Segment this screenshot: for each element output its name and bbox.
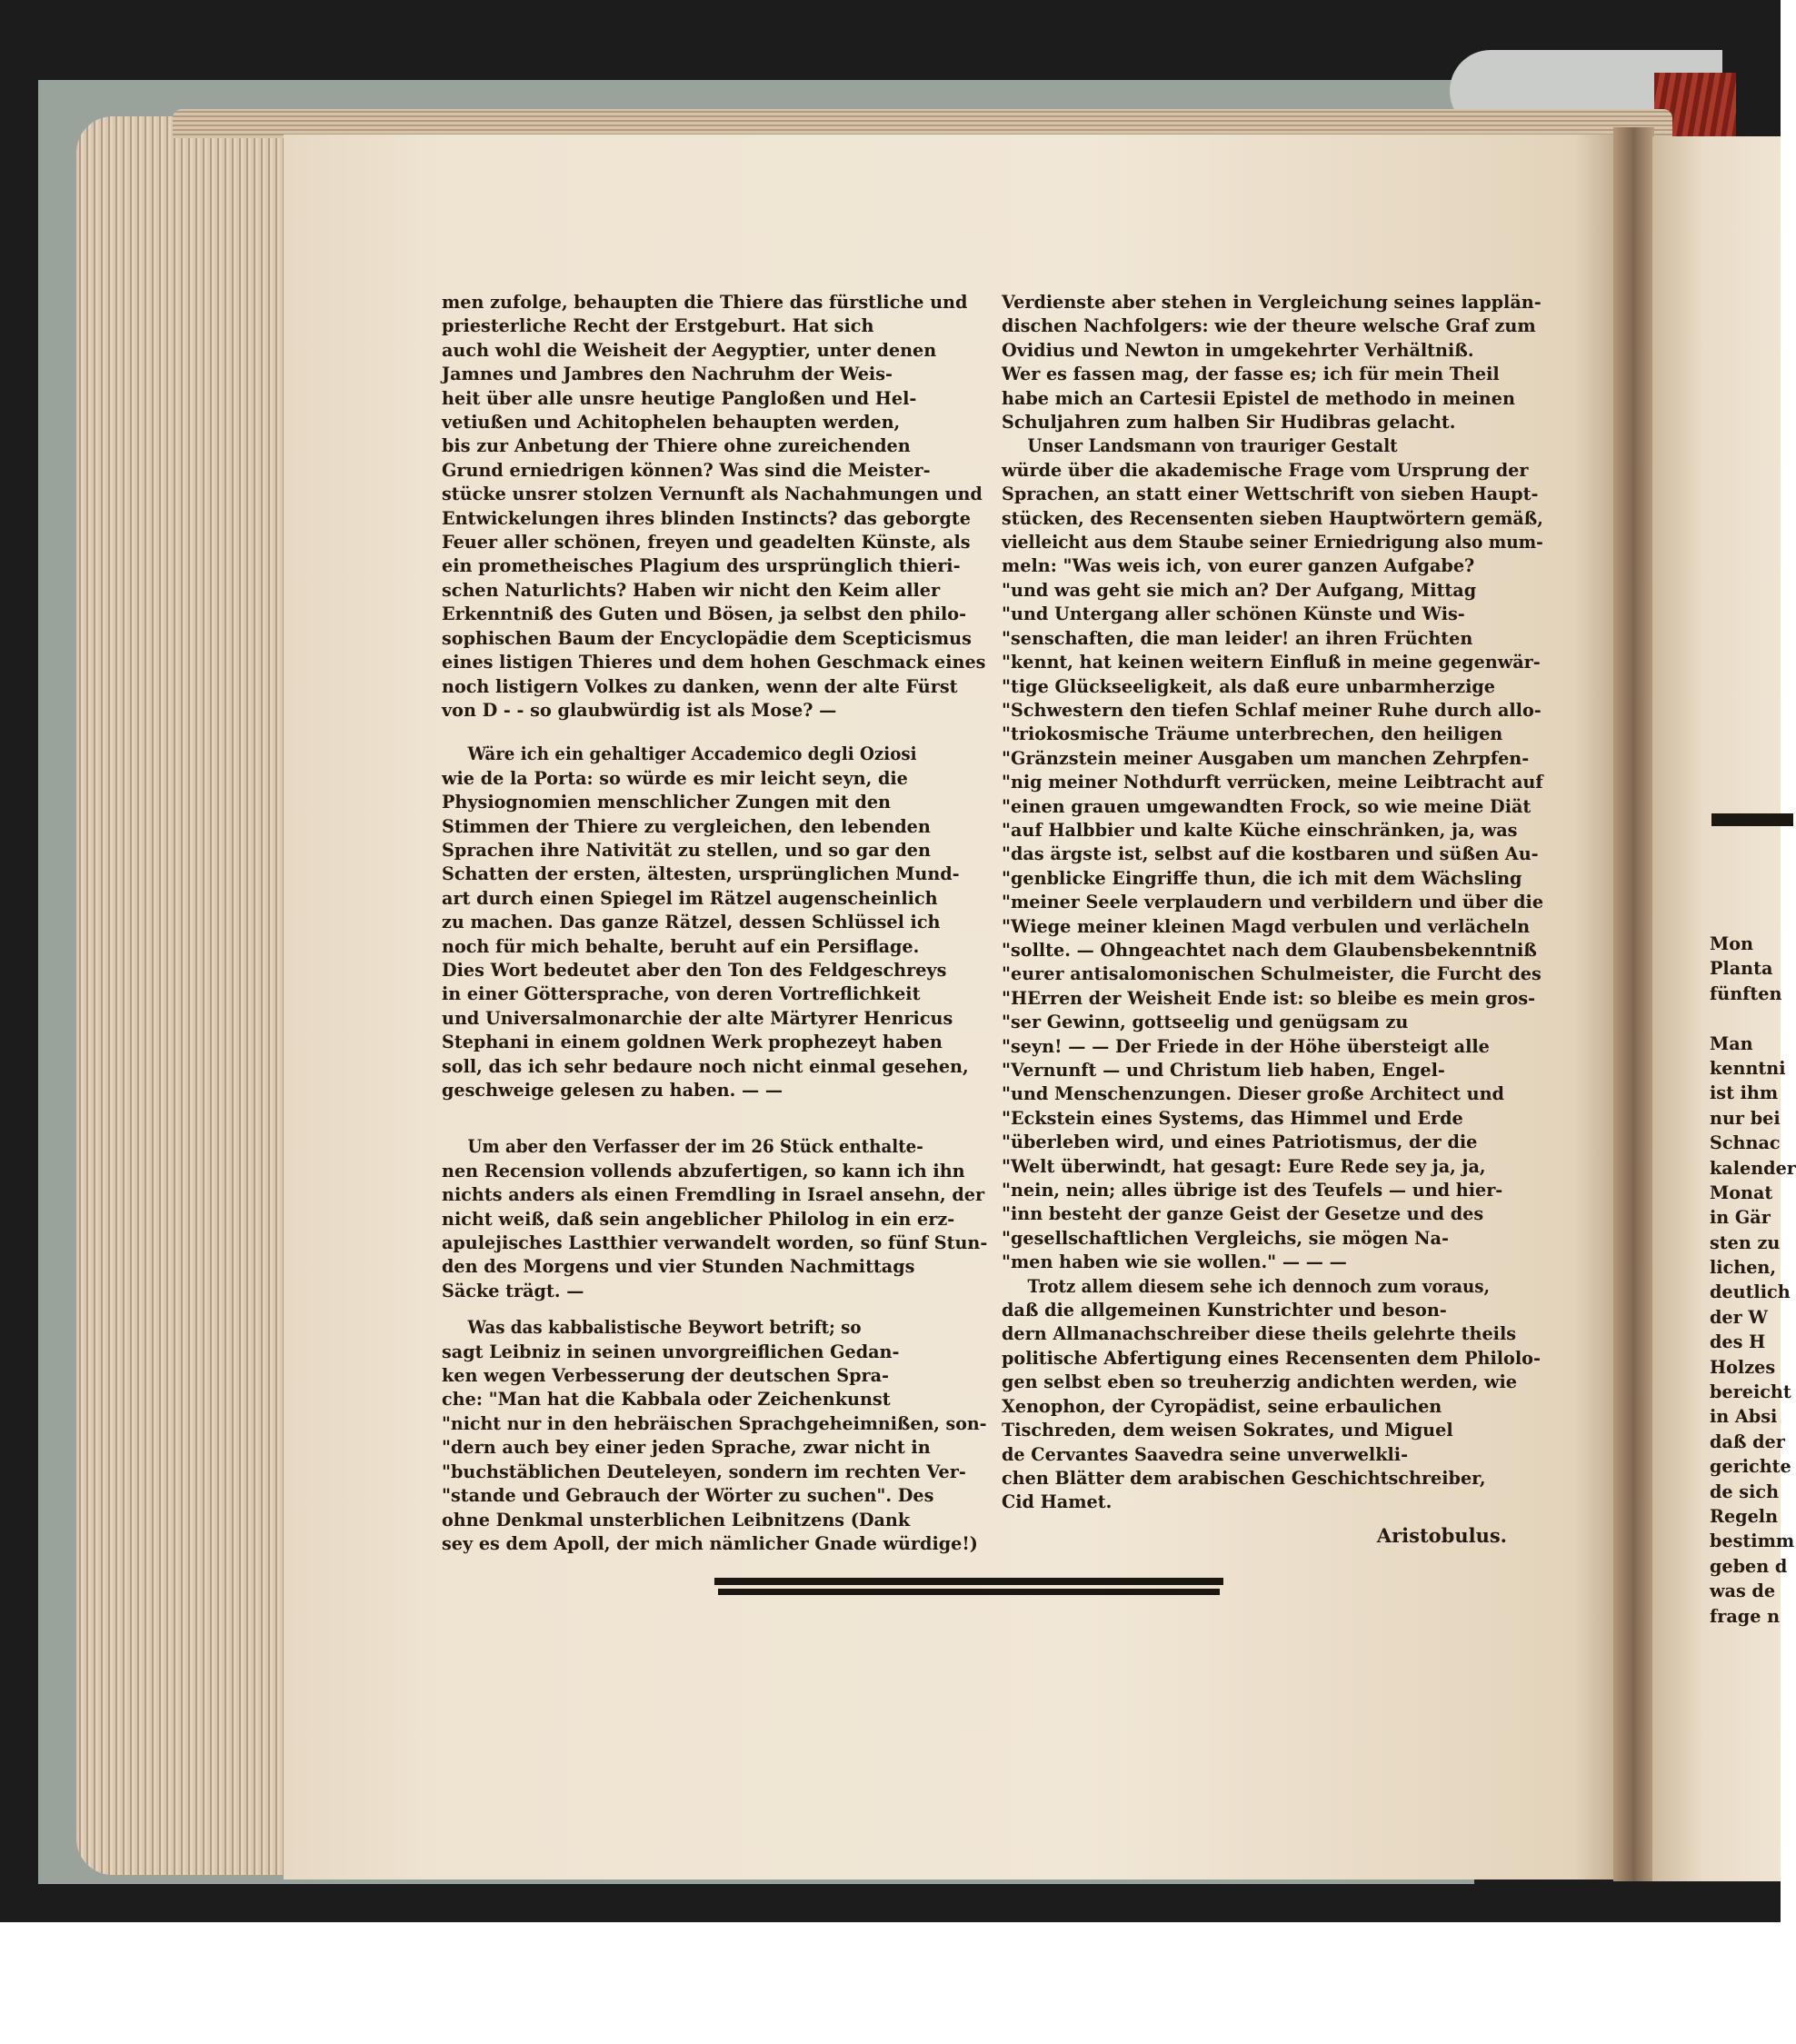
text-line: "men haben wie sie wollen." — — — xyxy=(1002,1251,1347,1273)
text-line: Grund erniedrigen können? Was sind die Meister- xyxy=(442,459,931,481)
text-line: "Wiege meiner kleinen Magd verbulen und verlächeln xyxy=(1002,915,1531,937)
text-line: "das ärgste ist, selbst auf die kostbaren und süßen Au- xyxy=(1002,843,1539,865)
text-line: chen Blätter dem arabischen Geschichtschreiber, xyxy=(1002,1467,1486,1489)
text-line: daß der xyxy=(1710,1431,1785,1452)
paragraph-gap xyxy=(442,1303,987,1316)
text-line: was de xyxy=(1710,1580,1776,1602)
text-line: politische Abfertigung eines Recensenten dem Philolo- xyxy=(1002,1347,1541,1369)
text-line: in einer Göttersprache, von deren Vortreflichkeit xyxy=(442,983,921,1005)
text-line: "triokosmische Träume unterbrechen, den heiligen xyxy=(1002,723,1503,745)
text-line: den des Morgens und vier Stunden Nachmittags xyxy=(442,1256,915,1278)
text-line: "einen grauen umgewandten Frock, so wie meine Diät xyxy=(1002,795,1532,817)
text-line: "und was geht sie mich an? Der Aufgang, Mittag xyxy=(1002,579,1477,601)
text-line: de Cervantes Saavedra seine unverwelkli- xyxy=(1002,1443,1409,1465)
text-line: Verdienste aber stehen in Vergleichung seines lapplän- xyxy=(1002,292,1542,313)
right-page-rule xyxy=(1711,813,1793,826)
text-line: ist ihm xyxy=(1710,1082,1779,1104)
text-line: "und Untergang aller schönen Künste und Wis- xyxy=(1002,603,1465,625)
text-line: daß die allgemeinen Kunstrichter und beson- xyxy=(1002,1300,1447,1321)
text-line: apulejisches Lastthier verwandelt worden, so fünf Stun- xyxy=(442,1232,988,1254)
text-line: Dies Wort bedeutet aber den Ton des Feldgeschreys xyxy=(442,959,947,981)
text-line: de sich xyxy=(1710,1481,1780,1502)
text-line: meln: "Was weis ich, von eurer ganzen Aufgabe? xyxy=(1002,555,1475,577)
paragraph-3 xyxy=(442,1135,987,1303)
text-line: sten zu xyxy=(1710,1231,1781,1253)
text-line: Man xyxy=(1710,1032,1753,1054)
text-line: "genblicke Eingriffe thun, die ich mit dem Wächsling xyxy=(1002,867,1522,889)
text-line: "kennt, hat keinen weitern Einfluß in meine gegenwär- xyxy=(1002,652,1541,673)
right-page xyxy=(1652,136,1796,1881)
text-line: "inn besteht der ganze Geist der Gesetze und des xyxy=(1002,1203,1484,1225)
text-line: schen Naturlichts? Haben wir nicht den Keim aller xyxy=(442,579,941,601)
text-line: "senschaften, die man leider! an ihren Früchten xyxy=(1002,627,1473,649)
text-line: kalender xyxy=(1710,1157,1796,1179)
text-line: dischen Nachfolgers: wie der theure welsche Graf zum xyxy=(1002,315,1536,337)
text-line: und Universalmonarchie der alte Märtyrer Henricus xyxy=(442,1007,953,1029)
text-line: Wer es fassen mag, der fasse es; ich für mein Theil xyxy=(1002,364,1500,385)
text-line: Um aber den Verfasser der im 26 Stück enthalte- xyxy=(467,1136,923,1158)
text-line: lichen, xyxy=(1710,1257,1777,1279)
text-line: Säcke trägt. — xyxy=(442,1280,584,1301)
text-line: fünften xyxy=(1710,982,1782,1004)
text-line: noch für mich behalte, beruht auf ein Persiflage. xyxy=(442,935,920,957)
text-line: dern Allmanachschreiber diese theils gelehrte theils xyxy=(1002,1323,1517,1345)
text-line: Monat xyxy=(1710,1182,1773,1203)
text-line: ohne Denkmal unsterblichen Leibnitzens (Dank xyxy=(442,1509,911,1531)
text-line: "und Menschenzungen. Dieser große Architect und xyxy=(1002,1083,1504,1105)
paragraph-2 xyxy=(1002,434,1543,1274)
text-line: stücke unsrer stolzen Vernunft als Nachahmungen und xyxy=(442,484,983,505)
text-line: men zufolge, behaupten die Thiere das fürstliche und xyxy=(442,292,968,313)
left-text-column xyxy=(442,291,987,1556)
text-line: nichts anders als einen Fremdling in Israel ansehn, der xyxy=(442,1184,985,1206)
rule-line-top xyxy=(714,1578,1223,1585)
text-line: "Eckstein eines Systems, das Himmel und Erde xyxy=(1002,1107,1463,1129)
text-line: Jamnes und Jambres den Nachruhm der Weis- xyxy=(442,364,893,385)
text-line: "stande und Gebrauch der Wörter zu suchen". Des xyxy=(442,1485,934,1507)
text-line: bestimm xyxy=(1710,1531,1795,1552)
text-line: der W xyxy=(1710,1306,1768,1328)
text-line: Schuljahren zum halben Sir Hudibras gelacht. xyxy=(1002,412,1456,434)
text-line: in Gär xyxy=(1710,1207,1771,1229)
text-line: stücken, des Recensenten sieben Hauptwörtern gemäß, xyxy=(1002,507,1543,529)
text-line: "sollte. — Ohngeachtet nach dem Glaubensbekenntniß xyxy=(1002,939,1537,961)
text-line: geschweige gelesen zu haben. — — xyxy=(442,1080,783,1101)
paragraph-3 xyxy=(1002,1275,1543,1515)
text-line: nicht weiß, daß sein angeblicher Philolog in ein erz- xyxy=(442,1208,955,1230)
text-line: che: "Man hat die Kabbala oder Zeichenkunst xyxy=(442,1389,891,1411)
text-line: wie de la Porta: so würde es mir leicht seyn, die xyxy=(442,767,908,789)
text-line: "Schwestern den tiefen Schlaf meiner Ruhe durch allo- xyxy=(1002,699,1542,721)
text-line: vielleicht aus dem Staube seiner Erniedrigung also mum- xyxy=(1002,532,1543,553)
text-line: Cid Hamet. xyxy=(1002,1491,1113,1513)
text-line: "tige Glückseeligkeit, als daß eure unbarmherzige xyxy=(1002,675,1495,697)
text-line: Physiognomien menschlicher Zungen mit den xyxy=(442,792,891,813)
text-line: kenntni xyxy=(1710,1057,1786,1079)
text-line: Regeln xyxy=(1710,1505,1779,1527)
text-line: bis zur Anbetung der Thiere ohne zureichenden xyxy=(442,435,911,457)
text-line: geben d xyxy=(1710,1555,1788,1577)
text-line: Planta xyxy=(1710,958,1773,980)
text-line: "seyn! — — Der Friede in der Höhe übersteigt alle xyxy=(1002,1035,1490,1057)
text-line: Ovidius und Newton in umgekehrter Verhältniß. xyxy=(1002,339,1474,361)
text-line: Xenophon, der Cyropädist, seine erbaulichen xyxy=(1002,1395,1442,1417)
scan-margin-bottom xyxy=(0,1922,1781,2044)
text-line: in Absi xyxy=(1710,1406,1778,1428)
text-line: deutlich xyxy=(1710,1281,1791,1303)
text-line: zu machen. Das ganze Rätzel, dessen Schlüssel ich xyxy=(442,912,941,933)
text-line: frage n xyxy=(1710,1605,1781,1627)
paragraph-gap xyxy=(442,723,987,743)
text-line: nur bei xyxy=(1710,1107,1781,1129)
text-line: sey es dem Apoll, der mich nämlicher Gnade würdige!) xyxy=(442,1532,978,1554)
text-line: "nig meiner Nothdurft verrücken, meine Leibtracht auf xyxy=(1002,772,1543,793)
text-line: würde über die akademische Frage vom Ursprung der xyxy=(1002,459,1529,481)
text-line: "eurer antisalomonischen Schulmeister, die Furcht des xyxy=(1002,963,1542,985)
text-line: Erkenntniß des Guten und Bösen, ja selbst den philo- xyxy=(442,603,967,625)
text-line: "Vernunft — und Christum lieb haben, Engel- xyxy=(1002,1060,1445,1081)
text-line: gen selbst eben so treuherzig andichten werden, wie xyxy=(1002,1371,1517,1393)
paragraph-1 xyxy=(442,291,987,723)
text-line: Holzes xyxy=(1710,1356,1776,1378)
section-divider-rule xyxy=(714,1578,1223,1598)
text-line: "überleben wird, und eines Patriotismus, der die xyxy=(1002,1132,1478,1153)
page-edges-left xyxy=(76,116,285,1875)
text-line: Sprachen ihre Nativität zu stellen, und so gar den xyxy=(442,839,931,861)
text-line: sophischen Baum der Encyclopädie dem Scepticismus xyxy=(442,627,972,649)
paragraph-4 xyxy=(442,1316,987,1556)
rule-line-bottom xyxy=(718,1589,1220,1595)
text-line: ein prometheisches Plagium des ursprünglich thieri- xyxy=(442,555,961,577)
text-line xyxy=(1710,1006,1796,1031)
paragraph-1 xyxy=(1002,291,1543,434)
text-line: von D - - so glaubwürdig ist als Mose? — xyxy=(442,699,837,721)
text-line: Sprachen, an statt einer Wettschrift von sieben Haupt- xyxy=(1002,484,1539,505)
text-line: eines listigen Thieres und dem hohen Geschmack eines xyxy=(442,652,986,673)
text-line: Tischreden, dem weisen Sokrates, und Miguel xyxy=(1002,1420,1453,1441)
text-line: Trotz allem diesem sehe ich dennoch zum voraus, xyxy=(1027,1275,1490,1297)
text-line: heit über alle unsre heutige Pangloßen und Hel- xyxy=(442,387,917,409)
text-line: Unser Landsmann von trauriger Gestalt xyxy=(1027,435,1398,457)
text-line: Mon xyxy=(1710,933,1753,954)
text-line: "meiner Seele verplaudern und verbildern und über die xyxy=(1002,892,1544,913)
text-line: Was das kabbalistische Beywort betrift; so xyxy=(467,1317,862,1339)
text-line: "ser Gewinn, gottseelig und genügsam zu xyxy=(1002,1012,1409,1033)
text-line: Stephani in einem goldnen Werk prophezeyt haben xyxy=(442,1032,943,1053)
text-line: art durch einen Spiegel im Rätzel augenscheinlich xyxy=(442,887,938,909)
text-line: "auf Halbbier und kalte Küche einschränken, ja, was xyxy=(1002,819,1518,841)
text-line: soll, das ich sehr bedaure noch nicht einmal gesehen, xyxy=(442,1055,969,1077)
text-line: Entwickelungen ihres blinden Instincts? das geborgte xyxy=(442,507,971,529)
paragraph-2 xyxy=(442,743,987,1102)
author-signature: Aristobulus. xyxy=(1376,1523,1507,1547)
text-line: "buchstäblichen Deuteleyen, sondern im rechten Ver- xyxy=(442,1461,966,1482)
text-line: des H xyxy=(1710,1331,1766,1353)
text-line: vetiußen und Achitophelen behaupten werden, xyxy=(442,412,901,434)
text-line: Wäre ich ein gehaltiger Accademico degli Oziosi xyxy=(467,743,917,765)
right-text-column xyxy=(1002,291,1543,1548)
text-line: Schatten der ersten, ältesten, ursprünglichen Mund- xyxy=(442,863,960,885)
text-line: "nicht nur in den hebräischen Sprachgeheimnißen, son- xyxy=(442,1412,987,1434)
text-line: Feuer aller schönen, freyen und geadelten Künste, als xyxy=(442,532,971,553)
text-line: bereicht xyxy=(1710,1381,1791,1403)
text-line: ken wegen Verbesserung der deutschen Spra- xyxy=(442,1365,889,1387)
text-line: "nein, nein; alles übrige ist des Teufels — und hier- xyxy=(1002,1180,1503,1201)
text-line: priesterliche Recht der Erstgeburt. Hat sich xyxy=(442,315,874,337)
right-page-text-fragment xyxy=(1710,932,1796,1629)
text-line: "Welt überwindt, hat gesagt: Eure Rede sey ja, ja, xyxy=(1002,1155,1486,1177)
book-gutter xyxy=(1613,127,1654,1881)
text-line: auch wohl die Weisheit der Aegyptier, unter denen xyxy=(442,339,937,361)
text-line: nen Recension vollends abzufertigen, so kann ich ihn xyxy=(442,1160,965,1182)
text-line: gerichte xyxy=(1710,1456,1791,1478)
text-line: "Gränzstein meiner Ausgaben um manchen Zehrpfen- xyxy=(1002,747,1530,769)
text-line: Schnac xyxy=(1710,1132,1781,1154)
text-line: "gesellschaftlichen Vergleichs, sie mögen Na- xyxy=(1002,1227,1449,1249)
text-line: habe mich an Cartesii Epistel de methodo in meinen xyxy=(1002,387,1515,409)
paragraph-gap xyxy=(442,1102,987,1135)
text-line: "HErren der Weisheit Ende ist: so bleibe es mein gros- xyxy=(1002,987,1536,1009)
text-line: noch listigern Volkes zu danken, wenn der alte Fürst xyxy=(442,675,958,697)
text-line: Stimmen der Thiere zu vergleichen, den lebenden xyxy=(442,815,931,837)
text-line: sagt Leibniz in seinen unvorgreiflichen Gedan- xyxy=(442,1341,900,1362)
text-line: "dern auch bey einer jeden Sprache, zwar nicht in xyxy=(442,1437,931,1459)
